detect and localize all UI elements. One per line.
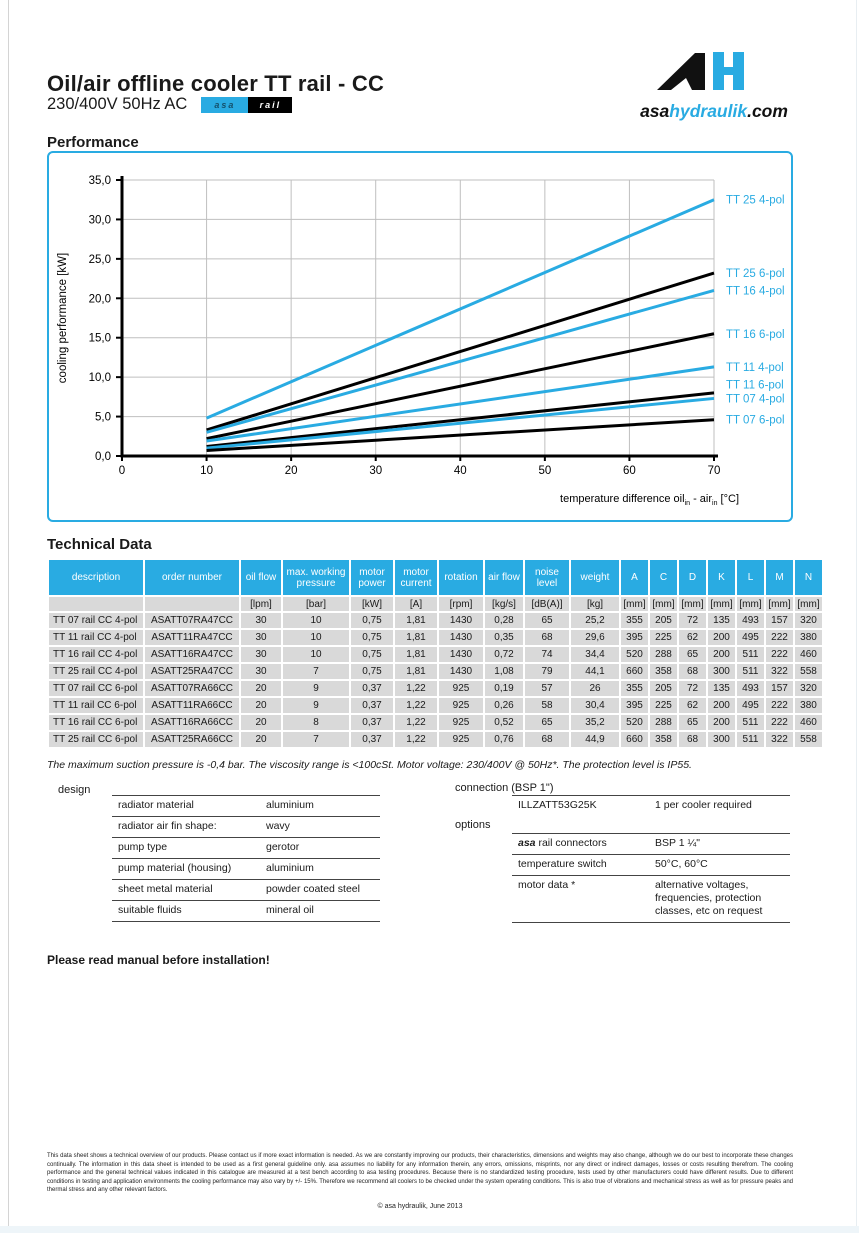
table-cell: 9 [283,698,349,713]
x-tick-label: 40 [453,465,467,477]
table-cell: 460 [795,715,822,730]
table-cell: 8 [283,715,349,730]
table-cell: 925 [439,732,483,747]
table-cell: 358 [650,664,677,679]
table-cell: 925 [439,681,483,696]
table-cell: 288 [650,647,677,662]
spec-key: pump type [118,841,168,853]
column-header: M [766,560,793,595]
column-header: air flow [485,560,523,595]
column-header: A [621,560,648,595]
series-label: TT 16 6-pol [726,328,785,341]
performance-chart-panel [47,151,793,522]
table-cell: 29,6 [571,630,619,645]
table-cell: 0,52 [485,715,523,730]
spec-row [512,875,790,922]
table-cell: 520 [621,647,648,662]
table-row [49,613,822,628]
table-cell: 65 [679,715,706,730]
table-cell: 0,72 [485,647,523,662]
table-cell: 925 [439,715,483,730]
table-units-row [49,597,822,611]
y-tick-label: 15,0 [88,332,111,345]
x-tick-label: 0 [118,465,126,477]
table-cell: TT 16 rail CC 4-pol [49,647,143,662]
logo-mark-icon [655,50,773,94]
table-cell: 25,2 [571,613,619,628]
unit-cell: [mm] [650,597,677,611]
table-cell: 380 [795,630,822,645]
unit-cell [145,597,239,611]
options-label: options [455,819,491,831]
table-cell: 79 [525,664,569,679]
unit-cell: [dB(A)] [525,597,569,611]
table-cell: 20 [241,681,281,696]
table-cell: 205 [650,681,677,696]
logo-text-com: .com [747,101,788,121]
copyright-line: © asa hydraulik, June 2013 [377,1203,463,1210]
spec-value: 1 per cooler required [655,799,752,811]
table-cell: TT 11 rail CC 6-pol [49,698,143,713]
table-cell: 7 [283,664,349,679]
table-cell: 0,37 [351,681,393,696]
page-edge-bottom [0,1226,859,1233]
spec-value: aluminium [266,862,314,874]
x-tick-label: 50 [538,465,552,477]
technical-data-heading: Technical Data [47,536,152,554]
column-header: noise level [525,560,569,595]
unit-cell: [rpm] [439,597,483,611]
table-cell: 7 [283,732,349,747]
table-cell: 511 [737,732,764,747]
x-tick-label: 30 [369,465,383,477]
table-cell: 322 [766,664,793,679]
table-cell: 1430 [439,647,483,662]
badge-asa-label: asa [201,97,248,113]
table-cell: 0,75 [351,664,393,679]
column-header: motor power [351,560,393,595]
table-cell: 925 [439,698,483,713]
table-cell: 380 [795,698,822,713]
column-header: max. working pressure [283,560,349,595]
logo-wordmark [634,101,794,122]
table-cell: 320 [795,613,822,628]
table-cell: 200 [708,630,735,645]
unit-cell: [mm] [708,597,735,611]
table-cell: 35,2 [571,715,619,730]
table-cell: 10 [283,613,349,628]
table-cell: 511 [737,647,764,662]
page-edge-left [8,0,9,1233]
table-cell: 0,26 [485,698,523,713]
column-header: oil flow [241,560,281,595]
table-header-row [49,560,822,595]
table-cell: 200 [708,715,735,730]
column-header: motor current [395,560,437,595]
performance-heading: Performance [47,134,139,152]
unit-cell: [lpm] [241,597,281,611]
table-cell: 222 [766,630,793,645]
voltage-subtitle: 230/400V 50Hz AC [47,95,188,113]
table-cell: 1,08 [485,664,523,679]
table-cell: 135 [708,613,735,628]
x-tick-label: 60 [623,465,636,477]
y-tick-label: 25,0 [88,253,111,266]
series-label: TT 07 6-pol [726,414,785,427]
unit-cell: [mm] [679,597,706,611]
table-row [49,681,822,696]
chart-y-axis-label: cooling performance [kW] [57,252,69,384]
table-cell: 1,22 [395,715,437,730]
spec-key: suitable fluids [118,904,182,916]
table-cell: 660 [621,732,648,747]
table-cell: 660 [621,664,648,679]
table-cell: 10 [283,647,349,662]
table-cell: 558 [795,664,822,679]
y-tick-label: 0,0 [95,451,111,463]
table-cell: 135 [708,681,735,696]
table-cell: 10 [283,630,349,645]
table-cell: 395 [621,630,648,645]
connection-label: connection (BSP 1") [455,782,554,794]
table-footnote: The maximum suction pressure is -0,4 bar. The viscosity range is <100cSt. Motor voltage: 230/400V @ 50Hz*. The protection level is IP55. [47,758,692,771]
installation-warning: Please read manual before installation! [47,953,270,967]
table-cell: 0,28 [485,613,523,628]
spec-value: aluminium [266,799,314,811]
y-tick-label: 10,0 [88,372,111,385]
table-cell: 20 [241,732,281,747]
unit-cell: [bar] [283,597,349,611]
table-cell: TT 25 rail CC 4-pol [49,664,143,679]
disclaimer-text: This data sheet shows a technical overview of our products. Please contact us if more exact information is needed. As we are constantly improving our products, their characteristics, dimensions and weights may also change, although we do our best to incorporate these changes continually. The information in this data sheet is intended to be used as a first general guideline only. asa assumes no liability for any information therein, any errors, omissions, misprints, nor any direct or indirect damages, losses or costs resulting therefrom. The cooling performance and the general technical values indicated in this catalogue are measured at a test bench according to asa testing procedures. Because there is no standardized testing procedure, tests used by other manufacturers could have different results. Due to different conditions in testing and application environments the cooling performance may also vary by +/- 15%. Therefore we recommend all coolers to be checked under the system operating conditions. This is also true of vibrations and mechanical stress as well as for pressure peaks and thermal stress and any other relevant factors. [47,1153,793,1194]
table-cell: 26 [571,681,619,696]
technical-data-table [47,558,824,749]
table-cell: 355 [621,613,648,628]
badge-rail-label: rail [248,97,292,113]
table-cell: 44,9 [571,732,619,747]
spec-value: 50°C, 60°C [655,858,708,870]
asa-hydraulik-logo [634,50,794,122]
spec-value: powder coated steel [266,883,360,895]
table-cell: ASATT11RA66CC [145,698,239,713]
table-cell: 9 [283,681,349,696]
table-cell: 358 [650,732,677,747]
table-cell: ASATT25RA66CC [145,732,239,747]
table-cell: 222 [766,647,793,662]
unit-cell: [mm] [737,597,764,611]
table-cell: 30 [241,664,281,679]
spec-row [112,795,380,816]
table-cell: 1430 [439,664,483,679]
table-cell: 222 [766,715,793,730]
table-row [49,698,822,713]
y-tick-label: 35,0 [88,175,111,187]
x-tick-label: 70 [707,465,721,477]
table-cell: TT 07 rail CC 4-pol [49,613,143,628]
table-row [49,664,822,679]
table-cell: 1,22 [395,681,437,696]
spec-row [512,833,790,854]
spec-row [112,837,380,858]
options-table [512,833,790,923]
unit-cell: [mm] [795,597,822,611]
table-cell: 68 [679,664,706,679]
table-cell: TT 07 rail CC 6-pol [49,681,143,696]
table-cell: 44,1 [571,664,619,679]
spec-key: radiator air fin shape: [118,820,217,832]
table-cell: ASATT07RA47CC [145,613,239,628]
table-cell: 395 [621,698,648,713]
table-cell: 0,19 [485,681,523,696]
spec-row [512,854,790,875]
table-cell: 460 [795,647,822,662]
table-cell: 65 [679,647,706,662]
table-cell: 68 [679,732,706,747]
unit-cell: [kg] [571,597,619,611]
unit-cell: [kW] [351,597,393,611]
table-cell: ASATT07RA66CC [145,681,239,696]
table-cell: 225 [650,630,677,645]
table-cell: ASATT11RA47CC [145,630,239,645]
table-cell: 62 [679,630,706,645]
table-cell: 511 [737,715,764,730]
table-cell: 0,75 [351,630,393,645]
table-cell: 200 [708,647,735,662]
page-title: Oil/air offline cooler TT rail - CC [47,70,385,96]
series-label: TT 07 4-pol [726,393,785,406]
connection-table [512,795,790,816]
spec-key: radiator material [118,799,194,811]
series-label: TT 25 4-pol [726,194,785,207]
unit-cell [49,597,143,611]
table-row [49,715,822,730]
series-label: TT 11 4-pol [726,361,784,374]
table-cell: TT 25 rail CC 6-pol [49,732,143,747]
spec-key: temperature switch [518,858,607,870]
series-label: TT 11 6-pol [726,379,784,392]
unit-cell: [kg/s] [485,597,523,611]
spec-row [112,858,380,879]
spec-key: motor data * [518,879,576,891]
table-cell: 68 [525,732,569,747]
unit-cell: [mm] [766,597,793,611]
spec-row [512,795,790,816]
table-cell: 72 [679,613,706,628]
table-cell: 520 [621,715,648,730]
table-cell: 0,76 [485,732,523,747]
table-cell: 1,81 [395,664,437,679]
spec-value: wavy [266,820,290,832]
table-cell: 558 [795,732,822,747]
table-row [49,630,822,645]
spec-value: BSP 1 ¼" [655,837,700,849]
table-row [49,647,822,662]
table-cell: 20 [241,698,281,713]
table-cell: 320 [795,681,822,696]
series-label: TT 16 4-pol [726,285,785,298]
page-edge-right [856,0,857,1233]
column-header: K [708,560,735,595]
table-cell: 0,75 [351,647,393,662]
logo-text-hydraulik: hydraulik [669,101,748,121]
table-cell: 72 [679,681,706,696]
table-cell: 1430 [439,613,483,628]
table-cell: 1,22 [395,698,437,713]
table-cell: 0,37 [351,732,393,747]
table-cell: 157 [766,613,793,628]
spec-key: pump material (housing) [118,862,232,874]
table-cell: 322 [766,732,793,747]
spec-row [112,879,380,900]
series-label: TT 25 6-pol [726,268,785,281]
table-cell: 222 [766,698,793,713]
asa-rail-badge [201,97,292,113]
y-tick-label: 30,0 [88,214,111,227]
spec-row [112,900,380,921]
table-cell: 288 [650,715,677,730]
table-cell: 355 [621,681,648,696]
y-tick-label: 5,0 [95,411,111,424]
table-cell: 20 [241,715,281,730]
table-cell: 30 [241,613,281,628]
spec-key: asa rail connectors [518,837,607,849]
table-cell: TT 16 rail CC 6-pol [49,715,143,730]
table-cell: 0,75 [351,613,393,628]
table-cell: 62 [679,698,706,713]
table-cell: 225 [650,698,677,713]
table-cell: 30,4 [571,698,619,713]
table-cell: 493 [737,681,764,696]
unit-cell: [A] [395,597,437,611]
table-cell: 1,81 [395,613,437,628]
table-cell: 68 [525,630,569,645]
table-cell: 0,35 [485,630,523,645]
table-cell: 493 [737,613,764,628]
design-label: design [58,784,91,796]
spec-key: ILLZATT53G25K [518,799,597,811]
y-tick-label: 20,0 [88,293,111,306]
x-tick-label: 10 [200,465,213,477]
chart-x-axis-label: temperature difference oil$_{in}$ - air$_{in}$ [°C] [560,493,739,508]
table-cell: TT 11 rail CC 4-pol [49,630,143,645]
spec-value: mineral oil [266,904,314,916]
table-cell: 65 [525,715,569,730]
table-cell: 495 [737,698,764,713]
design-table [112,795,380,922]
table-cell: 1,81 [395,630,437,645]
table-cell: 495 [737,630,764,645]
spec-row [112,816,380,837]
performance-chart [49,153,791,520]
unit-cell: [mm] [621,597,648,611]
table-cell: 205 [650,613,677,628]
column-header: weight [571,560,619,595]
table-cell: 1,81 [395,647,437,662]
table-cell: 74 [525,647,569,662]
table-cell: 157 [766,681,793,696]
column-header: C [650,560,677,595]
table-cell: 34,4 [571,647,619,662]
table-cell: ASATT16RA66CC [145,715,239,730]
spec-key: sheet metal material [118,883,213,895]
table-cell: ASATT25RA47CC [145,664,239,679]
table-cell: 0,37 [351,698,393,713]
table-cell: 1430 [439,630,483,645]
spec-value: alternative voltages, frequencies, protection classes, etc on request [655,879,763,917]
table-cell: 57 [525,681,569,696]
table-cell: 1,22 [395,732,437,747]
column-header: N [795,560,822,595]
logo-text-asa: asa [640,101,670,121]
x-tick-label: 20 [284,465,298,477]
column-header: order number [145,560,239,595]
table-cell: 200 [708,698,735,713]
table-cell: ASATT16RA47CC [145,647,239,662]
table-cell: 0,37 [351,715,393,730]
table-cell: 30 [241,630,281,645]
spec-value: gerotor [266,841,300,853]
table-cell: 300 [708,664,735,679]
column-header: description [49,560,143,595]
table-cell: 300 [708,732,735,747]
table-cell: 511 [737,664,764,679]
table-cell: 65 [525,613,569,628]
table-cell: 58 [525,698,569,713]
table-cell: 30 [241,647,281,662]
column-header: rotation [439,560,483,595]
column-header: D [679,560,706,595]
table-row [49,732,822,747]
column-header: L [737,560,764,595]
